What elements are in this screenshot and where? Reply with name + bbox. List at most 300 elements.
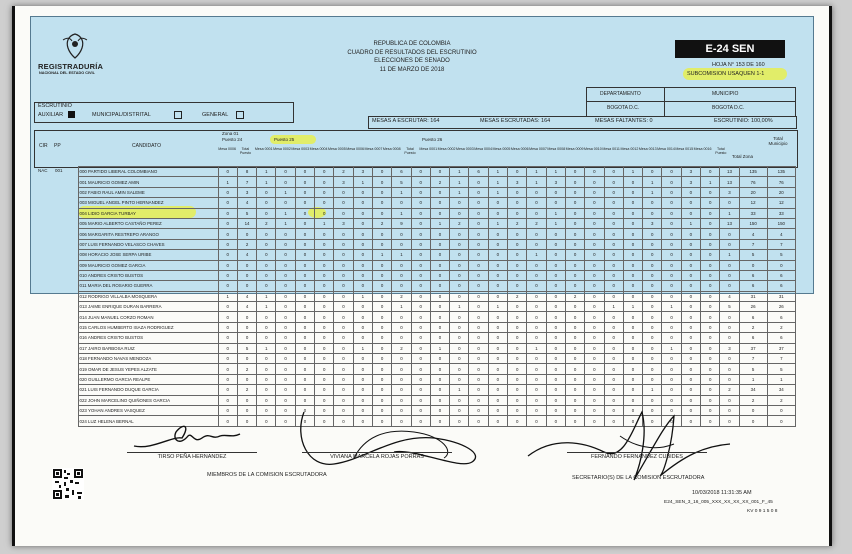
vote-cell: 0 (508, 167, 527, 177)
vote-cell: 1 (546, 167, 565, 177)
vote-cell: 0 (585, 395, 604, 405)
vote-cell: 0 (237, 354, 256, 364)
vote-cell: 6 (739, 270, 767, 280)
vote-cell: 0 (257, 198, 276, 208)
vote-cell: 0 (411, 270, 430, 280)
vote-cell: 0 (218, 333, 237, 343)
vote-cell: 0 (392, 405, 411, 415)
vote-cell: 1 (450, 167, 469, 177)
vote-cell: 2 (430, 177, 449, 187)
vote-cell: 0 (276, 281, 295, 291)
table-row (34, 374, 796, 384)
vote-cell: 0 (392, 364, 411, 374)
vote-cell: 13 (720, 177, 739, 187)
vote-cell: 3 (334, 177, 353, 187)
mesa-header-cell: Mesa 0008 (382, 147, 401, 151)
vote-cell: 0 (488, 416, 507, 426)
vote-cell: 1 (662, 302, 681, 312)
vote-cell: 0 (392, 322, 411, 332)
mesa-header-cell: Total Puesto (239, 147, 252, 155)
vote-cell: 0 (662, 187, 681, 197)
vote-cell: 0 (681, 395, 700, 405)
vote-cell: 3 (720, 343, 739, 353)
vote-cell: 0 (643, 167, 662, 177)
vote-cell: 6 (767, 333, 795, 343)
vote-cell: 0 (276, 343, 295, 353)
vote-cell: 0 (604, 395, 623, 405)
vote-cell: 0 (720, 322, 739, 332)
vote-cell: 0 (295, 187, 314, 197)
secretaries-label: SECRETARIO(S) DE LA COMISION ESCRUTADORA (572, 475, 705, 481)
vote-cell: 0 (372, 208, 391, 218)
vote-cell: 0 (469, 364, 488, 374)
vote-cell: 31 (739, 291, 767, 301)
vote-cell: 0 (604, 208, 623, 218)
vote-cell: 0 (739, 405, 767, 415)
table-row (34, 291, 796, 301)
vote-cell: 0 (430, 333, 449, 343)
row-gutter (34, 416, 78, 426)
row-gutter (34, 322, 78, 332)
verification-code: KV 0 9 1 5 0 8 (747, 509, 778, 514)
vote-cell: 4 (237, 198, 256, 208)
zone-label: Zona 01 (222, 131, 239, 136)
vote-cell: 0 (701, 250, 720, 260)
vote-cell: 0 (372, 364, 391, 374)
subcommission: SUBCOMISION USAQUEN 1-1 (687, 71, 765, 77)
vote-cell: 2 (739, 322, 767, 332)
vote-cell: 0 (720, 260, 739, 270)
mesa-header-cell: Mesa 0010 (583, 147, 602, 151)
vote-cell: 7 (767, 354, 795, 364)
vote-cell: 0 (218, 354, 237, 364)
vote-cell: 0 (720, 395, 739, 405)
vote-cell: 0 (372, 187, 391, 197)
vote-cell: 0 (276, 374, 295, 384)
vote-cell: 0 (334, 354, 353, 364)
vote-cell: 1 (488, 302, 507, 312)
vote-cell: 0 (643, 208, 662, 218)
vote-cell: 0 (565, 364, 584, 374)
vote-cell: 0 (767, 416, 795, 426)
vote-cell: 1 (546, 218, 565, 228)
vote-cell: 0 (488, 374, 507, 384)
vote-cell: 7 (237, 177, 256, 187)
mesa-header-cell: Mesa 0015 (675, 147, 694, 151)
row-gutter (34, 229, 78, 239)
vote-cell: 0 (701, 291, 720, 301)
vote-cell: 0 (450, 281, 469, 291)
vote-cell: 0 (527, 374, 546, 384)
vote-cell: 0 (237, 312, 256, 322)
col-cir: CIR (39, 143, 48, 149)
row-gutter (34, 177, 78, 187)
table-row (34, 312, 796, 322)
vote-cell: 0 (623, 198, 642, 208)
vote-cell: 0 (508, 343, 527, 353)
vote-cell: 0 (411, 177, 430, 187)
vote-cell: 0 (392, 239, 411, 249)
vote-cell: 0 (372, 395, 391, 405)
vote-cell: 0 (604, 218, 623, 228)
vote-cell: 1 (623, 302, 642, 312)
vote-cell: 135 (739, 167, 767, 177)
vote-cell: 0 (276, 312, 295, 322)
vote-cell: 0 (527, 364, 546, 374)
vote-cell: 5 (720, 302, 739, 312)
vote-cell: 0 (508, 374, 527, 384)
vote-cell: 9 (392, 218, 411, 228)
vote-cell: 1 (643, 177, 662, 187)
vote-cell: 0 (701, 405, 720, 415)
vote-cell: 0 (218, 208, 237, 218)
row-gutter (34, 343, 78, 353)
vote-cell: 0 (469, 187, 488, 197)
vote-cell: 1 (257, 177, 276, 187)
puesto-25: Puesto 25 (274, 137, 295, 142)
title-line-4: 11 DE MARZO DE 2018 (379, 66, 445, 73)
candidate-name: 002 FABIO RAUL AMIN SALEME (78, 187, 218, 197)
vote-cell: 0 (430, 354, 449, 364)
col-candidato: CANDIDATO (132, 143, 161, 149)
vote-cell: 1 (527, 177, 546, 187)
vote-cell: 0 (643, 239, 662, 249)
vote-cell: 0 (681, 239, 700, 249)
vote-cell: 0 (720, 198, 739, 208)
vote-cell: 0 (218, 364, 237, 374)
signer-1-name: TIRSO PEÑA HERNANDEZ (157, 454, 227, 460)
vote-cell: 0 (546, 302, 565, 312)
vote-cell: 0 (662, 354, 681, 364)
vote-cell: 0 (623, 364, 642, 374)
vote-cell: 0 (585, 177, 604, 187)
vote-cell: 0 (469, 291, 488, 301)
vote-cell: 0 (469, 343, 488, 353)
total-zona-header: Total Zona (732, 154, 754, 159)
vote-cell: 0 (565, 385, 584, 395)
vote-cell: 0 (604, 333, 623, 343)
vote-cell: 1 (450, 385, 469, 395)
vote-cell: 0 (585, 333, 604, 343)
vote-cell: 0 (681, 198, 700, 208)
row-gutter (34, 354, 78, 364)
candidate-name: 009 MAURICIO GOMEZ GARCIA (78, 260, 218, 270)
vote-cell: 0 (392, 229, 411, 239)
vote-cell: 0 (508, 187, 527, 197)
vote-cell: 0 (604, 167, 623, 177)
table-row (34, 343, 796, 353)
vote-cell: 0 (643, 281, 662, 291)
vote-cell: 0 (450, 250, 469, 260)
vote-cell: 0 (430, 198, 449, 208)
vote-cell: 0 (353, 302, 372, 312)
vote-cell: 0 (295, 385, 314, 395)
vote-cell: 0 (662, 239, 681, 249)
vote-cell: 0 (276, 229, 295, 239)
vote-cell: 1 (701, 177, 720, 187)
form-code-badge: E-24 SEN (675, 40, 785, 58)
vote-cell: 0 (218, 343, 237, 353)
vote-cell: 0 (508, 229, 527, 239)
vote-cell: 0 (295, 250, 314, 260)
vote-cell: 0 (623, 322, 642, 332)
vote-cell: 0 (527, 239, 546, 249)
vote-cell: 0 (701, 187, 720, 197)
vote-cell: 0 (643, 302, 662, 312)
mesa-header-cell: Mesa 0014 (657, 147, 675, 151)
table-row (34, 385, 796, 395)
title-line-1: REPUBLICA DE COLOMBIA (373, 41, 451, 47)
vote-cell: 0 (430, 229, 449, 239)
vote-cell: 0 (295, 291, 314, 301)
vote-cell: 0 (372, 281, 391, 291)
vote-cell: 0 (469, 333, 488, 343)
vote-cell: 0 (701, 364, 720, 374)
vote-cell: 1 (392, 208, 411, 218)
vote-cell: 0 (643, 312, 662, 322)
candidate-name: 019 OMAR DE JESUS YEPES ALZATE (78, 364, 218, 374)
vote-cell: 0 (565, 354, 584, 364)
vote-cell: 0 (450, 270, 469, 280)
vote-cell: 0 (411, 364, 430, 374)
table-row (34, 167, 796, 177)
vote-cell: 0 (508, 333, 527, 343)
vote-cell: 0 (392, 416, 411, 426)
vote-cell: 0 (257, 322, 276, 332)
vote-cell: 0 (353, 187, 372, 197)
vote-cell: 0 (372, 312, 391, 322)
vote-cell: 0 (508, 208, 527, 218)
vote-cell: 0 (372, 343, 391, 353)
vote-cell: 0 (469, 198, 488, 208)
vote-cell: 0 (218, 239, 237, 249)
checkbox-auxiliar-checked (68, 111, 75, 118)
vote-cell: 6 (767, 281, 795, 291)
vote-cell: 0 (604, 281, 623, 291)
vote-cell: 0 (604, 354, 623, 364)
vote-cell: 0 (315, 229, 334, 239)
vote-cell: 0 (527, 198, 546, 208)
vote-cell: 150 (767, 218, 795, 228)
vote-cell: 0 (334, 395, 353, 405)
vote-cell: 0 (430, 374, 449, 384)
checkbox-municipal (174, 111, 182, 119)
candidate-name: 011 MARIA DEL ROSARIO GUERRA (78, 281, 218, 291)
vote-cell: 0 (701, 395, 720, 405)
vote-cell: 0 (681, 270, 700, 280)
vote-cell: 0 (315, 187, 334, 197)
vote-cell: 0 (276, 250, 295, 260)
vote-cell: 0 (720, 239, 739, 249)
vote-cell: 0 (257, 395, 276, 405)
vote-cell: 0 (585, 343, 604, 353)
vote-cell: 0 (411, 385, 430, 395)
document-title (312, 40, 512, 74)
row-gutter (34, 198, 78, 208)
vote-cell: 0 (353, 208, 372, 218)
vote-cell: 0 (372, 385, 391, 395)
vote-cell: 0 (565, 208, 584, 218)
vote-cell: 0 (662, 322, 681, 332)
vote-cell: 0 (469, 385, 488, 395)
vote-cell: 0 (527, 333, 546, 343)
vote-cell: 0 (681, 385, 700, 395)
vote-cell: 0 (701, 333, 720, 343)
vote-cell: 6 (469, 167, 488, 177)
vote-cell: 0 (295, 333, 314, 343)
vote-cell: 3 (237, 187, 256, 197)
vote-cell: 0 (237, 229, 256, 239)
vote-cell: 0 (527, 281, 546, 291)
vote-cell: 0 (546, 333, 565, 343)
candidate-name: 007 LUIS FERNANDO VELASCO CHAVES (78, 239, 218, 249)
vote-cell: 0 (720, 312, 739, 322)
vote-cell: 0 (643, 364, 662, 374)
vote-cell: 0 (411, 395, 430, 405)
vote-cell: 2 (237, 239, 256, 249)
vote-cell: 0 (372, 354, 391, 364)
escrutinio-percent: ESCRUTINIO: 100,00% (714, 118, 773, 124)
vote-cell: 0 (488, 281, 507, 291)
mesa-header-cell: Mesa 0007 (364, 147, 383, 151)
vote-cell: 4 (720, 291, 739, 301)
vote-cell: 0 (469, 270, 488, 280)
row-gutter (34, 270, 78, 280)
row-gutter (34, 312, 78, 322)
vote-cell: 5 (739, 364, 767, 374)
vote-cell: 0 (353, 281, 372, 291)
vote-cell: 0 (681, 343, 700, 353)
vote-cell: 0 (295, 302, 314, 312)
vote-cell: 0 (488, 239, 507, 249)
vote-cell: 0 (430, 208, 449, 218)
vote-cell: 0 (257, 270, 276, 280)
vote-cell: 5 (767, 250, 795, 260)
scanned-document (12, 6, 832, 546)
vote-cell: 0 (701, 354, 720, 364)
mesa-header-cell: Mesa 0005 (327, 147, 346, 151)
vote-cell: 0 (508, 270, 527, 280)
vote-cell: 0 (334, 322, 353, 332)
vote-cell: 0 (430, 322, 449, 332)
vote-cell: 0 (701, 281, 720, 291)
vote-cell: 0 (662, 260, 681, 270)
candidate-name: 010 ANDRES CRISTO BUSTOS (78, 270, 218, 280)
vote-cell: 1 (527, 250, 546, 260)
vote-cell: 0 (681, 208, 700, 218)
vote-cell: 0 (295, 405, 314, 415)
vote-cell: 1 (353, 291, 372, 301)
vote-cell: 0 (334, 374, 353, 384)
vote-cell: 0 (218, 167, 237, 177)
vote-cell: 0 (430, 364, 449, 374)
vote-cell: 0 (623, 187, 642, 197)
mesa-header-cell: Mesa 0004 (474, 147, 493, 151)
vote-cell: 4 (237, 302, 256, 312)
vote-cell: 0 (353, 270, 372, 280)
candidate-name: 014 JUAN MANUEL CORZO ROMAN (78, 312, 218, 322)
vote-cell: 0 (546, 250, 565, 260)
vote-cell: 0 (411, 167, 430, 177)
vote-cell: 0 (681, 187, 700, 197)
vote-cell: 0 (565, 312, 584, 322)
vote-cell: 0 (643, 291, 662, 301)
vote-cell: 0 (430, 302, 449, 312)
vote-cell: 0 (353, 385, 372, 395)
vote-cell: 0 (334, 343, 353, 353)
vote-cell: 0 (585, 302, 604, 312)
vote-cell: 0 (643, 260, 662, 270)
vote-cell: 2 (392, 343, 411, 353)
candidate-name: 018 FERNANDO NAVAS MENDOZA (78, 354, 218, 364)
vote-cell: 1 (488, 177, 507, 187)
table-row (34, 198, 796, 208)
vote-cell: 0 (353, 395, 372, 405)
mesa-header-cell: Mesa 0002 (437, 147, 456, 151)
vote-cell: 0 (469, 250, 488, 260)
vote-cell: 0 (662, 364, 681, 374)
puesto-26: Puesto 26 (422, 137, 443, 142)
table-row (34, 364, 796, 374)
vote-cell: 0 (315, 416, 334, 426)
vote-cell: 0 (315, 302, 334, 312)
vote-cell: 0 (257, 187, 276, 197)
vote-cell: 0 (469, 281, 488, 291)
vote-cell: 0 (411, 416, 430, 426)
vote-cell: 13 (720, 167, 739, 177)
vote-cell: 0 (604, 312, 623, 322)
row-gutter (34, 302, 78, 312)
vote-cell: 0 (585, 374, 604, 384)
vote-cell: 0 (662, 270, 681, 280)
vote-cell: 0 (662, 333, 681, 343)
vote-cell: 0 (701, 167, 720, 177)
vote-cell: 0 (430, 312, 449, 322)
logo-name: REGISTRADURÍA (38, 62, 104, 71)
vote-cell: 0 (546, 291, 565, 301)
vote-cell: 1 (662, 343, 681, 353)
vote-cell: 4 (767, 229, 795, 239)
vote-cell: 0 (623, 250, 642, 260)
vote-cell: 0 (546, 198, 565, 208)
vote-cell: 0 (508, 260, 527, 270)
vote-cell: 0 (411, 405, 430, 415)
row-gutter (34, 250, 78, 260)
vote-cell: 1 (257, 167, 276, 177)
vote-cell: 0 (276, 291, 295, 301)
vote-cell: 0 (276, 385, 295, 395)
vote-cell: 0 (662, 250, 681, 260)
vote-cell: 2 (450, 218, 469, 228)
vote-cell: 1 (276, 218, 295, 228)
vote-cell: 0 (334, 385, 353, 395)
vote-cell: 2 (372, 218, 391, 228)
vote-cell: 0 (623, 239, 642, 249)
vote-cell: 0 (701, 198, 720, 208)
title-line-2: CUADRO DE RESULTADOS DEL ESCRUTINIO (347, 49, 477, 56)
vote-cell: 0 (546, 364, 565, 374)
vote-cell: 7 (739, 239, 767, 249)
qr-code-icon (52, 468, 84, 500)
vote-cell: 0 (469, 218, 488, 228)
mesa-header-cell: Mesa 0011 (602, 147, 620, 151)
vote-cell: 0 (469, 416, 488, 426)
vote-cell: 0 (546, 239, 565, 249)
vote-cell: 0 (585, 385, 604, 395)
vote-cell: 0 (488, 198, 507, 208)
vote-cell: 0 (565, 302, 584, 312)
vote-cell: 0 (623, 312, 642, 322)
